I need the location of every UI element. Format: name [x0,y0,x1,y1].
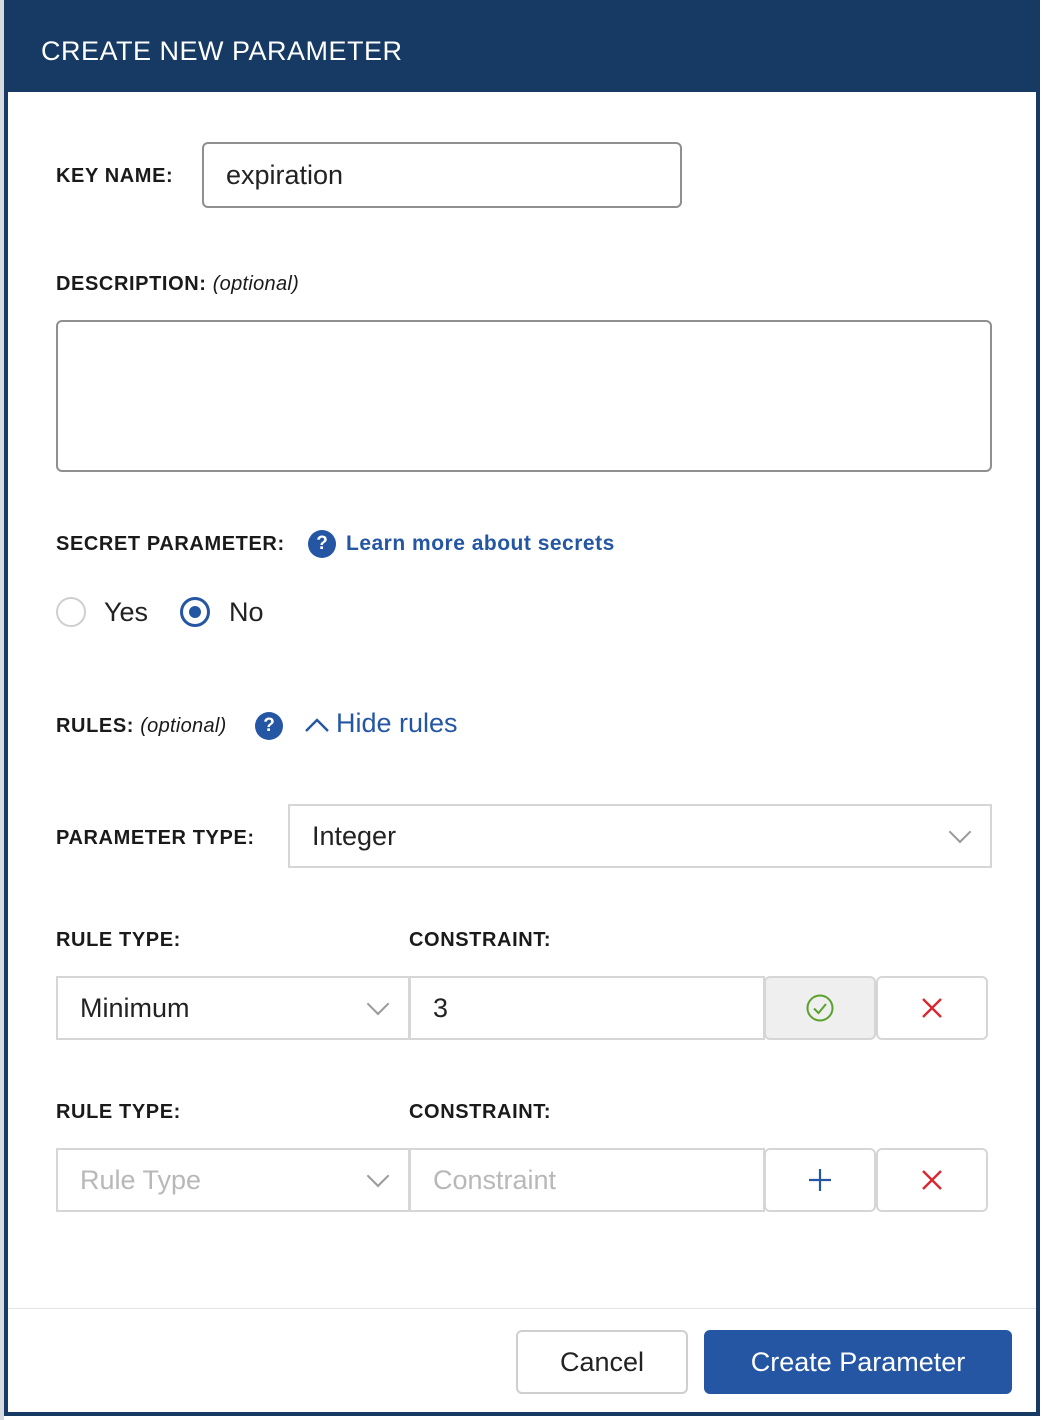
constraint-label: CONSTRAINT: [409,1101,552,1123]
cancel-button[interactable]: Cancel [516,1330,688,1394]
check-circle-icon [805,993,835,1023]
parameter-type-value: Integer [312,820,397,851]
hide-rules-toggle[interactable] [304,708,458,739]
constraint-label: CONSTRAINT: [409,929,552,951]
rules-optional-note: (optional) [140,715,227,737]
secret-parameter-label: SECRET PARAMETER: [56,533,285,555]
secret-yes-label[interactable]: Yes [104,597,149,627]
rules-label [56,715,227,738]
create-parameter-modal [4,0,1040,1416]
description-textarea[interactable] [56,320,992,472]
constraint-value: 3 [433,992,449,1023]
secret-no-label[interactable]: No [229,597,264,627]
chevron-down-icon [367,993,390,1016]
rule-type-select[interactable] [56,976,410,1040]
secret-help-icon[interactable]: ? [308,530,336,558]
key-name-label: KEY NAME: [56,165,174,187]
remove-rule-button[interactable] [876,976,988,1040]
remove-rule-button[interactable] [876,1148,988,1212]
rule-type-label: RULE TYPE: [56,1101,181,1123]
parameter-type-select[interactable] [288,804,992,868]
description-optional-note: (optional) [212,273,300,295]
rules-label-text: RULES: [56,715,135,737]
secret-yes-radio[interactable] [56,597,86,627]
add-rule-button[interactable] [764,1148,876,1212]
rule-type-placeholder: Rule Type [80,1164,202,1195]
close-icon [920,996,944,1020]
hide-rules-label: Hide rules [336,708,458,738]
footer-divider [8,1308,1036,1309]
description-label [56,273,299,296]
modal-title: CREATE NEW PARAMETER [41,36,403,66]
confirm-rule-button[interactable] [764,976,876,1040]
close-icon [920,1168,944,1192]
modal-header [8,0,1036,92]
rules-help-icon[interactable]: ? [255,712,283,740]
rule-type-value: Minimum [80,992,190,1023]
constraint-placeholder: Constraint [433,1164,557,1195]
plus-icon [807,1167,833,1193]
learn-more-secrets-link[interactable]: Learn more about secrets [346,532,615,555]
chevron-up-icon [304,717,330,733]
constraint-input[interactable] [409,1148,765,1212]
chevron-down-icon [949,821,972,844]
chevron-down-icon [367,1165,390,1188]
rule-type-select[interactable] [56,1148,410,1212]
create-parameter-button[interactable]: Create Parameter [704,1330,1012,1394]
secret-no-radio[interactable] [180,597,210,627]
key-name-input[interactable] [202,142,682,208]
description-label-text: DESCRIPTION: [56,273,207,295]
constraint-input[interactable] [409,976,765,1040]
rule-type-label: RULE TYPE: [56,929,181,951]
parameter-type-label: PARAMETER TYPE: [56,827,255,849]
key-name-value: expiration [226,159,344,190]
